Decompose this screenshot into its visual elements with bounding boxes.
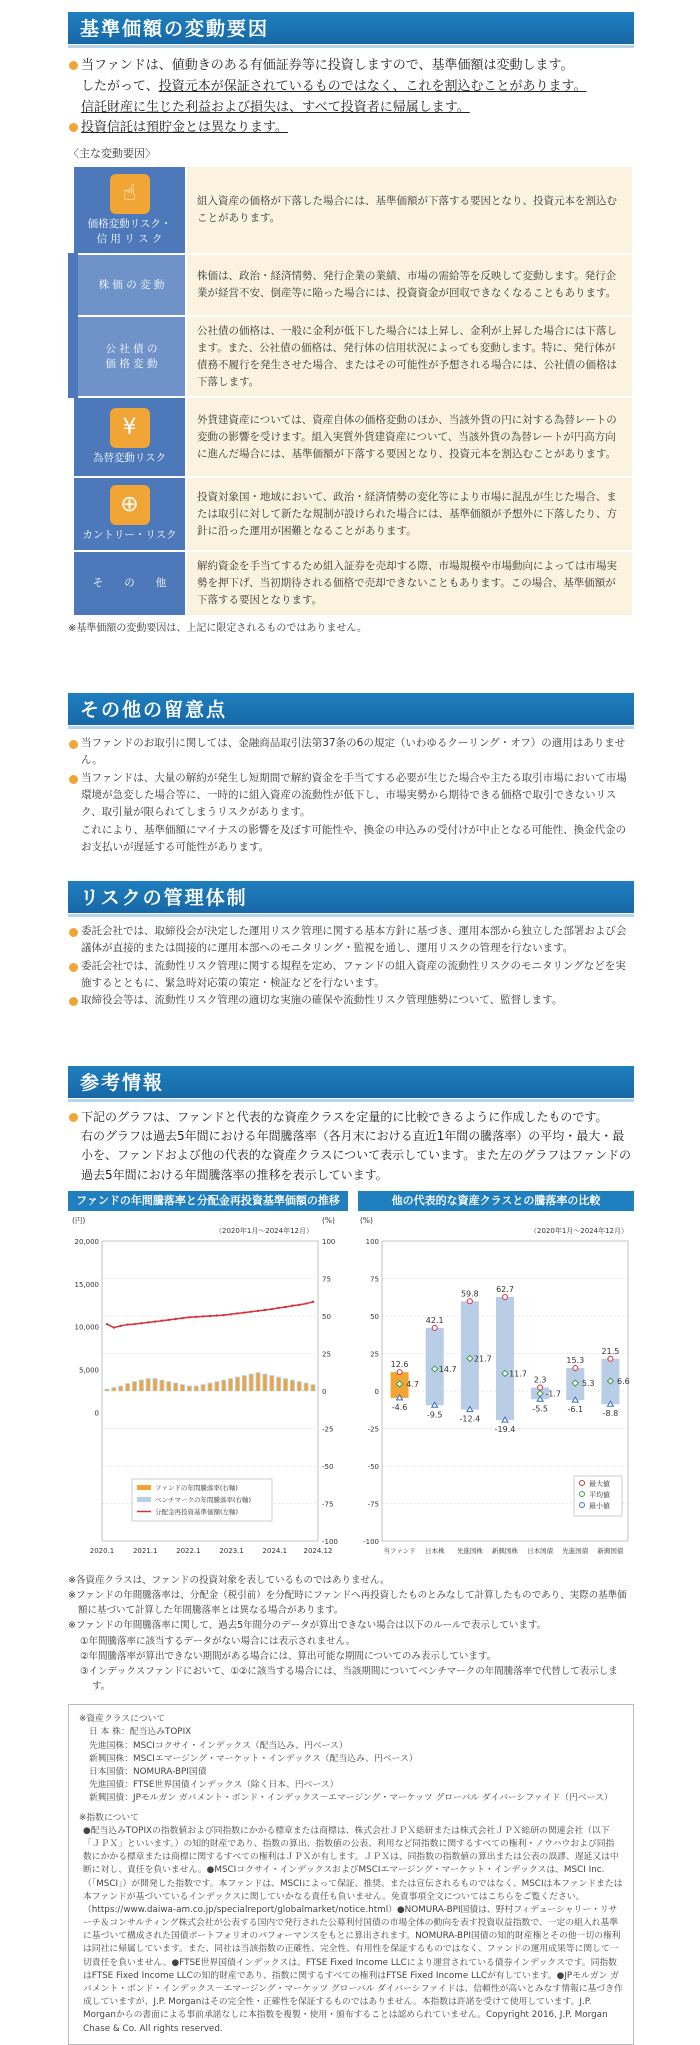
fund-bar — [106, 1389, 109, 1391]
left-chart-title: ファンドの年間騰落率と分配金再投資基準価額の推移 — [68, 1191, 348, 1211]
fund-bar — [222, 1380, 225, 1391]
reference-lead — [68, 1108, 634, 1185]
nav-point — [113, 1326, 115, 1328]
category-label: 新興国株 — [492, 1546, 518, 1555]
legend-swatch — [137, 1497, 151, 1502]
fund-bar — [188, 1386, 191, 1391]
legend-label: ファンドの年間騰落率(右軸) — [155, 1483, 238, 1492]
asset-class-line: 先進国債：FTSE世界国債インデックス（除く日本、円ベース） — [89, 1780, 339, 1791]
section-title: 基準価額の変動要因 — [68, 12, 634, 44]
fund-bar — [243, 1376, 246, 1391]
y-tick-label: 100 — [365, 1237, 379, 1246]
right-chart-title: 他の代表的な資産クラスとの騰落率の比較 — [358, 1191, 634, 1211]
box1-title: ※資産クラスについて — [79, 1714, 166, 1725]
right-axis-unit: (%) — [322, 1215, 335, 1225]
y-tick-label: 50 — [370, 1312, 379, 1321]
x-tick-label: 2021.1 — [132, 1546, 158, 1555]
x-tick-label: 2024.12 — [303, 1546, 333, 1555]
fund-bar — [257, 1373, 260, 1391]
note-item: これにより、基準価額にマイナスの影響を及ぼす可能性や、換金の申込みの受付けが中止となる可能性、換金代金のお支払いが遅延する可能性があります。 — [81, 823, 627, 853]
mgmt-item: 委託会社では、取締役会が決定した運用リスク管理に関する基本方針に基づき、運用本部から独立した部署および会議体が直接的または間接的に運用本部へのモニタリング・監視を通し、運用リスクの管理を行ないます。 — [68, 923, 634, 958]
legend-marker — [580, 1491, 585, 1496]
ref-note: ※ファンドの年間騰落率は、分配金（税引前）を分配時にファンドへ再投資したものとみなして計算したものであり、実際の基準価額に基づいて計算した年間騰落率とは異なる場合があります。 — [68, 1589, 627, 1617]
fund-bar — [209, 1383, 212, 1391]
left-tick-label: 20,000 — [74, 1237, 99, 1246]
section-risk-management — [68, 881, 634, 1010]
max-value-label: 59.8 — [460, 1289, 479, 1299]
y-tick-label: -25 — [367, 1425, 379, 1434]
legend-marker — [580, 1502, 585, 1507]
section-reference — [68, 1066, 634, 2045]
nav-point — [154, 1320, 156, 1322]
nav-point — [106, 1323, 108, 1325]
nav-point — [250, 1310, 252, 1312]
min-value-label: -12.4 — [459, 1414, 481, 1424]
ref-note: ③インデックスファンドにおいて、①②に該当する場合には、当該期間についてベンチマークの年間騰落率で代替して表示します。 — [80, 1665, 618, 1693]
nav-point — [202, 1315, 204, 1317]
asset-class-line: 新興国株：MSCIエマージング・マーケット・インデックス（配当込み、円ベース） — [89, 1753, 418, 1764]
fund-bar — [236, 1377, 239, 1391]
fund-bar — [195, 1386, 198, 1391]
table-row — [73, 316, 633, 397]
fund-bar — [229, 1379, 232, 1391]
legend-label: ベンチマークの年間騰落率(右軸) — [155, 1495, 252, 1504]
fund-bar — [119, 1386, 122, 1391]
right-tick-label: 75 — [322, 1275, 331, 1284]
y-tick-label: -100 — [363, 1537, 379, 1546]
legend-label: 最小値 — [589, 1501, 610, 1510]
footnote: ※基準価額の変動要因は、上記に限定されるものではありません。 — [68, 622, 367, 634]
section-title: その他の留意点 — [68, 693, 634, 725]
mgmt-item: 取締役会等は、流動性リスク管理の適切な実施の確保や流動性リスク管理態勢について、監督します。 — [68, 992, 634, 1009]
row-label: ☝ 価格変動リスク・ 信 用 リ ス ク — [73, 166, 186, 254]
index-box — [68, 1704, 634, 2045]
section-title: 参考情報 — [68, 1066, 634, 1098]
nav-point — [284, 1306, 286, 1308]
max-marker — [538, 1385, 543, 1390]
row-text: 投資対象国・地域において、政治・経済情勢の変化等により市場に混乱が生じた場合、または取引に対して新たな規制が設けられた場合には、基準価額が予想外に下落したり、方針に沿った運用が困難となることがあります。 — [186, 477, 633, 551]
max-marker — [397, 1369, 402, 1374]
category-label: 当ファンド — [383, 1546, 416, 1555]
fund-bar — [305, 1383, 308, 1391]
nav-point — [168, 1318, 170, 1320]
nav-point — [298, 1303, 300, 1305]
table-row — [73, 477, 633, 551]
currency-icon: ¥ — [110, 408, 150, 448]
row-text: 公社債の価格は、一般に金利が低下した場合には上昇し、金利が上昇した場合には下落します。また、公社債の価格は、発行体の信用状況によっても変動します。特に、発行体が債務不履行を発生させた場合、またはその可能性が予想される場合には、公社債の価格は下落します。 — [186, 316, 633, 397]
fund-bar — [160, 1380, 163, 1391]
fund-bar — [284, 1379, 287, 1391]
nav-point — [243, 1311, 245, 1313]
risk-table — [68, 165, 634, 617]
right-tick-label: -25 — [322, 1425, 334, 1434]
globe-icon: ⊕ — [110, 485, 150, 525]
fund-bar — [112, 1388, 115, 1391]
max-marker — [503, 1294, 508, 1299]
section-fluctuation — [68, 12, 634, 636]
nav-point — [140, 1322, 142, 1324]
min-value-label: -5.5 — [532, 1404, 548, 1413]
max-value-label: 21.5 — [601, 1346, 620, 1356]
left-tick-label: 0 — [94, 1409, 99, 1418]
notes-body — [68, 735, 634, 856]
range-bar — [496, 1297, 514, 1420]
fund-bar — [312, 1385, 315, 1391]
avg-value-label: 4.7 — [406, 1379, 419, 1389]
nav-point — [174, 1318, 176, 1320]
avg-value-label: 14.7 — [438, 1364, 457, 1374]
ref-note: ※各資産クラスは、ファンドの投資対象を表しているものではありません。 — [68, 1574, 390, 1586]
right-tick-label: 100 — [322, 1237, 336, 1246]
right-tick-label: -50 — [322, 1462, 334, 1471]
min-value-label: -9.5 — [426, 1410, 443, 1419]
asset-class-line: 先進国株：MSCIコクサイ・インデックス（配当込み、円ベース） — [89, 1740, 348, 1751]
fund-bar — [291, 1380, 294, 1391]
right-period-label: （2020年1月～2024年12月） — [530, 1226, 628, 1235]
fund-bar — [270, 1376, 273, 1391]
reference-lead-2: 右のグラフは過去5年間における年間騰落率（各月末における直近1年間の騰落率）の平均・最大・最小を、ファンドおよび他の代表的な資産クラスについて表示しています。また左のグラフはファンドの過去5年間における年間騰落率の推移を表示しています。 — [81, 1129, 631, 1182]
nav-point — [264, 1309, 266, 1311]
legend-marker — [580, 1480, 585, 1485]
row-text: 組入資産の価格が下落した場合には、基準価額が下落する要因となり、投資元本を割込むことがあります。 — [186, 166, 633, 254]
section-title: リスクの管理体制 — [68, 881, 634, 913]
fund-bar — [147, 1379, 150, 1391]
y-tick-label: 25 — [370, 1350, 379, 1359]
nav-point — [161, 1319, 163, 1321]
row-text: 株価は、政治・経済情勢、発行企業の業績、市場の需給等を反映して変動します。発行企業が経営不安、倒産等に陥った場合には、投資資金が回収できなくなることもあります。 — [186, 254, 633, 316]
nav-point — [126, 1323, 128, 1325]
nav-point — [291, 1304, 293, 1306]
asset-class-line: 日本国債：NOMURA-BPI国債 — [89, 1767, 207, 1777]
max-value-label: 2.3 — [533, 1375, 547, 1385]
left-tick-label: 15,000 — [74, 1280, 99, 1289]
right-tick-label: 0 — [322, 1387, 327, 1396]
avg-value-label: 21.7 — [473, 1354, 492, 1364]
nav-point — [216, 1314, 218, 1316]
right-tick-label: 50 — [322, 1312, 331, 1321]
left-tick-label: 10,000 — [74, 1323, 99, 1332]
nav-point — [181, 1317, 183, 1319]
legend-label: 分配金再投資基準価額(左軸) — [155, 1507, 239, 1516]
nav-point — [209, 1315, 211, 1317]
min-value-label: -8.8 — [602, 1408, 619, 1418]
row-text: 外貨建資産については、資産自体の価格変動のほか、当該外貨の円に対する為替レートの変動の影響を受けます。組入実質外貨建資産について、当該外貨の為替レートが円高方向に進んだ場合には、基準価額が下落する要因となり、投資元本を割込むことがあります。 — [186, 397, 633, 477]
nav-point — [312, 1300, 314, 1302]
x-tick-label: 2024.1 — [262, 1546, 288, 1555]
avg-value-label: -1.7 — [545, 1389, 561, 1399]
fund-bar — [181, 1385, 184, 1391]
row-label: 株 価 の 変 動 — [73, 254, 186, 316]
min-value-label: -19.4 — [494, 1424, 516, 1434]
nav-point — [257, 1309, 259, 1311]
table-row — [73, 397, 633, 477]
right-chart-svg — [358, 1211, 634, 1566]
asset-class-line: 新興国債：JPモルガン ガバメント・ボンド・インデックス－エマージング・マーケッツ グローバル ダイバーシファイド（円ベース） — [89, 1793, 613, 1804]
lead-block — [68, 56, 634, 139]
y-tick-label: 75 — [370, 1275, 379, 1284]
right-chart — [358, 1191, 634, 1571]
legend-label: 平均値 — [589, 1490, 610, 1499]
max-value-label: 62.7 — [496, 1284, 514, 1294]
avg-value-label: 11.7 — [509, 1369, 527, 1379]
ref-note: ①年間騰落率に該当するデータがない場合には表示されません。 — [80, 1635, 356, 1647]
fund-bar — [167, 1382, 170, 1391]
right-tick-label: -100 — [322, 1537, 338, 1546]
y-tick-label: 0 — [374, 1387, 379, 1396]
right-tick-label: 25 — [322, 1350, 331, 1359]
max-marker — [467, 1299, 472, 1304]
nav-point — [229, 1313, 231, 1315]
row-label: そ の 他 — [73, 551, 186, 615]
subhead: 〈主な変動要因〉 — [68, 147, 156, 161]
category-label: 先進国株 — [456, 1546, 483, 1555]
box2-title: ※指数について — [79, 1812, 139, 1823]
row-label: ¥ 為替変動リスク — [73, 397, 186, 477]
max-marker — [432, 1325, 437, 1330]
price-risk-icon: ☝ — [110, 174, 150, 214]
x-tick-label: 2022.1 — [176, 1546, 201, 1555]
axis-unit: (%) — [360, 1215, 373, 1225]
fund-bar — [277, 1377, 280, 1391]
note-item: 当ファンドのお取引に関しては、金融商品取引法第37条の6の規定（いわゆるクーリング・オフ）の適用はありません。 — [68, 735, 634, 770]
nav-point — [271, 1308, 273, 1310]
table-row — [73, 166, 633, 254]
nav-point — [277, 1306, 279, 1308]
legend-label: 最大値 — [589, 1479, 610, 1488]
mgmt-item: 委託会社では、流動性リスク管理に関する規程を定め、ファンドの組入資産の流動性リスクのモニタリングなどを実施するとともに、緊急時対応策の策定・検証などを行ないます。 — [68, 958, 634, 993]
fund-bar — [202, 1385, 205, 1391]
nav-point — [223, 1314, 225, 1316]
avg-value-label: 5.3 — [581, 1378, 595, 1388]
max-value-label: 15.3 — [566, 1355, 585, 1365]
fund-bar — [263, 1374, 266, 1391]
nav-point — [195, 1315, 197, 1317]
max-value-label: 42.1 — [425, 1315, 444, 1325]
category-label: 日本国債 — [527, 1546, 554, 1555]
asset-class-line: 日 本 株：配当込みTOPIX — [89, 1727, 192, 1738]
left-chart — [68, 1191, 348, 1571]
left-tick-label: 5,000 — [78, 1366, 99, 1375]
nav-point — [188, 1316, 190, 1318]
nav-point — [133, 1323, 135, 1325]
table-row — [73, 551, 633, 615]
y-tick-label: -50 — [367, 1462, 379, 1471]
left-chart-svg — [68, 1211, 348, 1566]
reference-lead-1: 下記のグラフは、ファンドと代表的な資産クラスを定量的に比較できるように作成したものです。 — [68, 1108, 634, 1127]
row-text: 解約資金を手当てするため組入証券を売却する際、市場規模や市場動向によっては市場実勢を押下げ、当初期待される価格で売却できないこともあります。この場合、基準価額が下落する要因となります。 — [186, 551, 633, 615]
charts-area — [68, 1191, 634, 1571]
nav-point — [236, 1312, 238, 1314]
index-disclaimer: ●配当込みTOPIXの指数値および同指数にかかる標章または商標は、株式会社ＪＰＸ総研または株式会社ＪＰＸ総研の関連会社（以下「ＪＰＸ」といいます。）の知的財産であり、指数の算出、指数値の公表、利用など同指数に関するすべての権利・ノウハウおよび同指数にかかる標章または商標に関するすべての権利はＪＰＸが有します。ＪＰＸは、同指数の指数値の算出または公表の誤謬、遅延又は中断に対し、責任を負いません。●MSCIコクサイ・インデックスおよびMSCIエマージング・マーケット・インデックスは、MSCI Inc.（「MSCI」）が開発した指数です。本ファンドは、MSCIによって保証、推奨、または宣伝されるものではなく、MSCIは本ファンドまたは本ファンドが基づいているインデックスに関していかなる責任も負いません。免責事項全文についてはこちらをご覧ください。（https://www.daiwa-am.co.jp/specialreport/globalmarket/notice.html）●NOMURA-BPI国債は、野村フィデューシャリー・リサーチ＆コンサルティング株式会社が公表する国内で発行された公募利付国債の市場全体の動向を表す投資収益指数で、一定の組入れ基準に基づいて構成された国債ポートフォリオのパフォーマンスをもとに算出されます。NOMURA-BPI国債の知的財産権とその他一切の権利は同社に帰属しています。また、同社は当該指数の正確性、完全性、有用性を保証するものではなく、ファンドの運用成果等に関して一切責任を負いません。●FTSE世界国債インデックスは、FTSE Fixed Income LLCにより運営されている債券インデックスです。同指数はFTSE Fixed Income LLCの知的財産であり、指数に関するすべての権利はFTSE Fixed Income LLCが有しています。●JPモルガン ガバメント・ボンド・インデックス－エマージング・マーケッツ グローバル ダイバーシファイドは、信頼性が高いとみなす情報に基づき作成していますが、J.P. Morganはその完全性・正確性を保証するものではありません。本指数は許諾を受けて使用しています。J.P. Morganからの書面による事前承諾なしに本指数を複製・使用・頒布することは認められていません。Copyright 2016, J.P. Morgan Chase & Co. All rights reserved. — [83, 1825, 623, 2034]
x-tick-label: 2020.1 — [89, 1546, 115, 1555]
fund-bar — [126, 1383, 129, 1391]
legend-swatch — [137, 1485, 151, 1490]
min-value-label: -6.1 — [567, 1404, 584, 1414]
category-label: 新興国債 — [597, 1546, 624, 1555]
x-tick-label: 2023.1 — [219, 1546, 244, 1555]
category-label: 先進国債 — [562, 1546, 589, 1555]
table-row — [73, 254, 633, 316]
fund-bar — [215, 1382, 218, 1391]
max-marker — [608, 1356, 613, 1361]
row-label: 公 社 債 の 価 格 変 動 — [73, 316, 186, 397]
fund-bar — [133, 1382, 136, 1391]
nav-point — [120, 1324, 122, 1326]
fund-bar — [140, 1380, 143, 1391]
row-label: ⊕ カントリー・リスク — [73, 477, 186, 551]
fund-bar — [174, 1383, 177, 1391]
lead-line-1: 当ファンドは、値動きのある有価証券等に投資しますので、基準価額は変動します。 したがって、投資元本が保証されているものではなく、これを割込むことがあります。 信託財産に生じた利益および損失は、すべて投資者に帰属します。 — [68, 56, 634, 118]
asset-class-list — [79, 1726, 623, 1805]
note-item: 当ファンドは、大量の解約が発生し短期間で解約資金を手当てする必要が生じた場合や主たる取引市場において市場環境が急変した場合等に、一時的に組入資産の流動性が低下し、市場実勢から期待できる価格で取引できないリスク、取引量が限られてしまうリスクがあります。 — [68, 770, 634, 822]
y-tick-label: -75 — [367, 1500, 379, 1509]
max-marker — [573, 1365, 578, 1370]
fund-bar — [154, 1379, 157, 1391]
nav-point — [147, 1321, 149, 1323]
section-notes — [68, 693, 634, 856]
fund-bar — [250, 1374, 253, 1391]
lead-line-2: 投資信託は預貯金とは異なります。 — [68, 118, 634, 139]
fund-bar — [298, 1382, 301, 1391]
nav-point — [305, 1302, 307, 1304]
ref-note: ②年間騰落率が算出できない期間がある場合には、算出可能な期間についてのみ表示しています。 — [80, 1650, 497, 1662]
min-value-label: -4.6 — [391, 1402, 408, 1412]
reference-notes — [68, 1573, 634, 1695]
risk-mgmt-body — [68, 923, 634, 1010]
left-axis-unit: (円) — [72, 1215, 86, 1225]
left-period-label: （2020年1月～2024年12月） — [215, 1226, 313, 1235]
right-tick-label: -75 — [322, 1500, 334, 1509]
category-label: 日本株 — [424, 1546, 445, 1555]
ref-note: ※ファンドの年間騰落率に関して、過去5年間分のデータが算出できない場合は以下のルールで表示しています。 — [68, 1620, 547, 1632]
avg-value-label: 6.6 — [617, 1376, 630, 1386]
max-value-label: 12.6 — [390, 1359, 409, 1369]
